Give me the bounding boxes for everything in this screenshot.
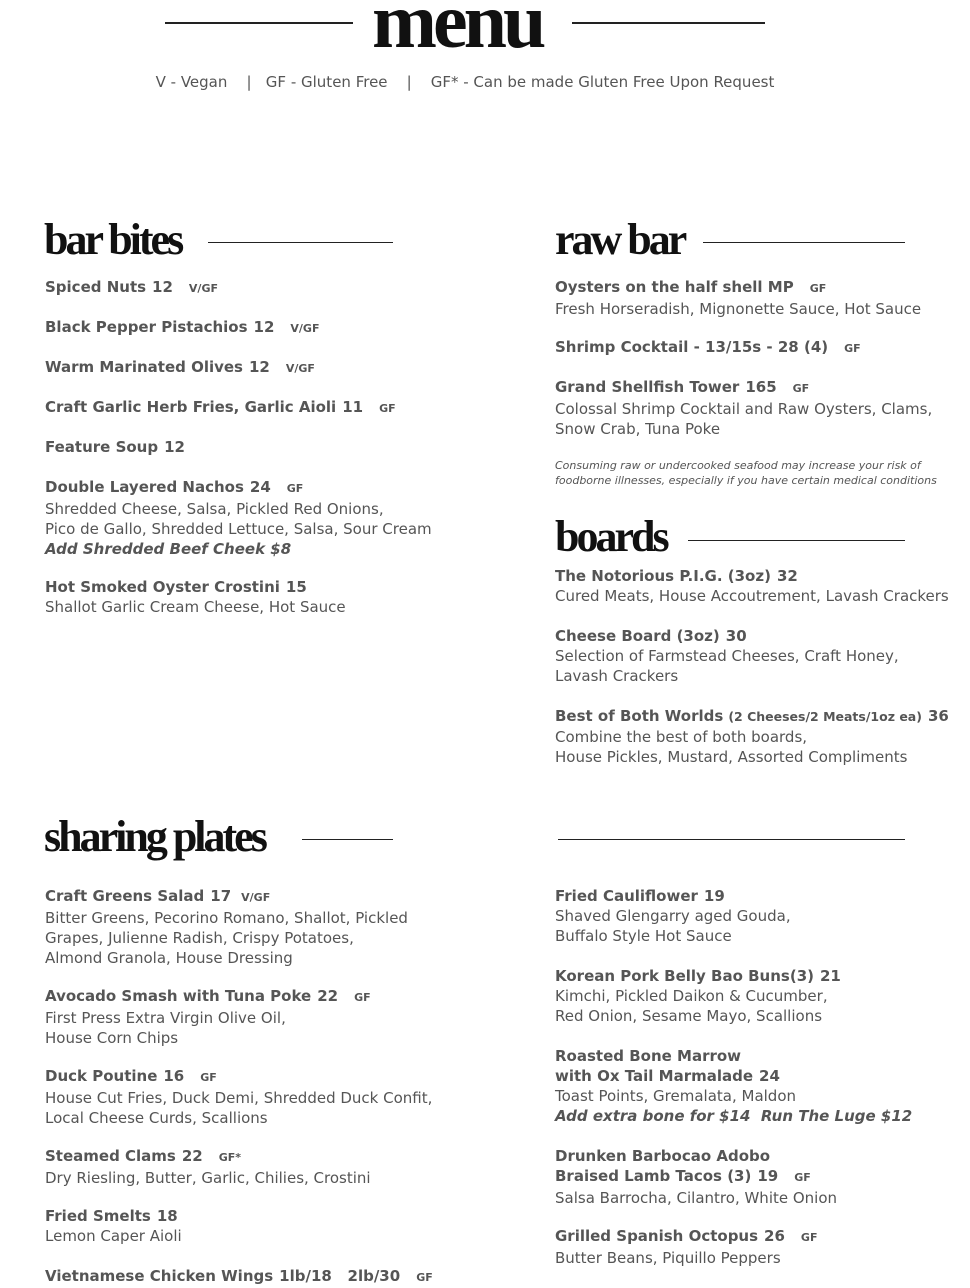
section-title-raw-bar: raw bar: [555, 215, 685, 264]
item-name: Craft Greens Salad: [45, 887, 205, 905]
menu-item: [555, 706, 949, 767]
menu-item: [45, 1266, 433, 1288]
menu-item: [555, 377, 932, 439]
item-description: Salsa Barrocha, Cilantro, White Onion: [555, 1189, 838, 1207]
item-price: 165: [745, 378, 777, 396]
menu-item: [45, 437, 185, 457]
item-description: House Cut Fries, Duck Demi, Shredded Duck Confit,: [45, 1089, 433, 1107]
item-price: 12: [249, 358, 270, 376]
item-price: 15: [285, 578, 307, 596]
menu-item: [555, 1146, 837, 1208]
section-rule: [688, 540, 905, 541]
diet-tag: V/GF: [285, 362, 315, 375]
item-description: Combine the best of both boards,: [555, 728, 808, 746]
menu-item: [45, 397, 396, 419]
section-rule: [703, 242, 905, 243]
item-name: Duck Poutine: [45, 1067, 158, 1085]
item-description: Snow Crab, Tuna Poke: [555, 420, 721, 438]
item-description: Colossal Shrimp Cocktail and Raw Oysters, Clams,: [555, 400, 933, 418]
menu-item: [45, 317, 319, 339]
item-name: Braised Lamb Tacos (3): [555, 1167, 752, 1185]
item-price: 32: [776, 567, 798, 585]
menu-item: [45, 477, 432, 559]
menu-item: [555, 566, 949, 606]
item-description: Lavash Crackers: [555, 667, 679, 685]
diet-tag: V/GF: [241, 891, 271, 904]
title-rule-left: [165, 22, 353, 24]
menu-item: [555, 277, 921, 319]
item-description: Lemon Caper Aioli: [45, 1227, 182, 1245]
section-rule: [302, 839, 393, 840]
item-price: 12: [152, 278, 173, 296]
item-name: Cheese Board (3oz): [555, 627, 720, 645]
diet-tag: GF: [416, 1271, 433, 1284]
item-description: Buffalo Style Hot Sauce: [555, 927, 732, 945]
item-description: Fresh Horseradish, Mignonette Sauce, Hot Sauce: [555, 300, 922, 318]
diet-tag: V/GF: [290, 322, 320, 335]
item-price: 18: [156, 1207, 178, 1225]
item-name: Avocado Smash with Tuna Poke: [45, 987, 312, 1005]
section-rule: [208, 242, 393, 243]
item-name: Steamed Clams: [45, 1147, 176, 1165]
item-description: Bitter Greens, Pecorino Romano, Shallot, Pickled: [45, 909, 408, 927]
item-price: 16: [163, 1067, 185, 1085]
item-name: Best of Both Worlds: [555, 707, 724, 725]
diet-tag: GF: [286, 482, 304, 495]
diet-tag: GF: [844, 342, 861, 355]
diet-tag: GF: [794, 1171, 811, 1184]
item-name: Warm Marinated Olives: [45, 358, 243, 376]
item-description: Shredded Cheese, Salsa, Pickled Red Onions,: [45, 500, 384, 518]
item-description: Red Onion, Sesame Mayo, Scallions: [555, 1007, 823, 1025]
item-name: Fried Cauliflower: [555, 887, 698, 905]
menu-item: [45, 577, 346, 617]
item-description: Shallot Garlic Cream Cheese, Hot Sauce: [45, 598, 346, 616]
item-name: Oysters on the half shell MP: [555, 278, 794, 296]
item-addon-note: Add Shredded Beef Cheek $8: [45, 540, 292, 558]
item-name: Shrimp Cocktail - 13/15s - 28 (4): [555, 338, 829, 356]
item-price: 11: [342, 398, 364, 416]
menu-item: [555, 966, 841, 1026]
item-description: Pico de Gallo, Shredded Lettuce, Salsa, Sour Cream: [45, 520, 432, 538]
item-portion-note: (2 Cheeses/2 Meats/1oz ea): [728, 709, 922, 724]
diet-tag: V/GF: [188, 282, 218, 295]
item-price: 24: [759, 1067, 780, 1085]
menu-item: [555, 1226, 817, 1268]
item-price: 1lb/18 2lb/30: [279, 1267, 401, 1285]
item-name: Double Layered Nachos: [45, 478, 244, 496]
menu-item: [555, 886, 791, 946]
diet-tag: GF: [800, 1231, 818, 1244]
item-description: House Corn Chips: [45, 1029, 179, 1047]
menu-item: [45, 1066, 432, 1128]
item-description: First Press Extra Virgin Olive Oil,: [45, 1009, 286, 1027]
item-price: 12: [253, 318, 275, 336]
item-name: with Ox Tail Marmalade: [555, 1067, 754, 1085]
item-name: Roasted Bone Marrow: [555, 1047, 742, 1065]
item-description: Kimchi, Pickled Daikon & Cucumber,: [555, 987, 828, 1005]
item-price: 19: [703, 887, 725, 905]
item-description: Dry Riesling, Butter, Garlic, Chilies, Crostini: [45, 1169, 371, 1187]
item-name: Korean Pork Belly Bao Buns(3): [555, 967, 814, 985]
menu-item: [45, 886, 408, 968]
item-name: Black Pepper Pistachios: [45, 318, 248, 336]
item-name: Grilled Spanish Octopus: [555, 1227, 759, 1245]
menu-item: [555, 626, 899, 686]
menu-item: [45, 1146, 371, 1188]
item-price: 12: [164, 438, 185, 456]
item-price: 30: [725, 627, 747, 645]
item-description: Local Cheese Curds, Scallions: [45, 1109, 268, 1127]
section-title-sharing-plates: sharing plates: [44, 812, 265, 861]
diet-tag: GF: [792, 382, 810, 395]
menu-item: [555, 337, 861, 359]
item-addon-note: Add extra bone for $14 Run The Luge $12: [555, 1107, 913, 1125]
item-description: Shaved Glengarry aged Gouda,: [555, 907, 791, 925]
diet-tag: GF: [809, 282, 827, 295]
item-description: Almond Granola, House Dressing: [45, 949, 293, 967]
raw-food-disclaimer: Consuming raw or undercooked seafood may increase your risk of foodborne illnesses, especially if you have certain medical conditions: [555, 459, 937, 487]
diet-tag: GF: [354, 991, 371, 1004]
item-description: Cured Meats, House Accoutrement, Lavash Crackers: [555, 587, 949, 605]
item-name: Craft Garlic Herb Fries, Garlic Aioli: [45, 398, 337, 416]
item-price: 22: [181, 1147, 203, 1165]
item-description: Butter Beans, Piquillo Peppers: [555, 1249, 781, 1267]
dietary-legend: V - Vegan | GF - Gluten Free | GF* - Can be made Gluten Free Upon Request: [155, 73, 775, 91]
item-price: 26: [764, 1227, 785, 1245]
item-price: 36: [927, 707, 949, 725]
item-name: Feature Soup: [45, 438, 159, 456]
item-name: Grand Shellfish Tower: [555, 378, 740, 396]
title-rule-right: [572, 22, 765, 24]
item-name: Drunken Barbocao Adobo: [555, 1147, 771, 1165]
item-price: 24: [249, 478, 271, 496]
menu-item: [45, 277, 218, 299]
item-price: 19: [757, 1167, 779, 1185]
item-name: The Notorious P.I.G. (3oz): [555, 567, 771, 585]
item-description: House Pickles, Mustard, Assorted Compliments: [555, 748, 908, 766]
section-title-bar-bites: bar bites: [44, 215, 182, 264]
menu-item: [555, 1046, 912, 1126]
item-price: 21: [820, 967, 841, 985]
item-name: Fried Smelts: [45, 1207, 151, 1225]
page-title: menu: [372, 0, 543, 64]
item-name: Hot Smoked Oyster Crostini: [45, 578, 280, 596]
diet-tag: GF: [379, 402, 396, 415]
item-price: 17: [210, 887, 232, 905]
menu-item: [45, 986, 371, 1048]
item-name: Spiced Nuts: [45, 278, 147, 296]
item-description: Selection of Farmstead Cheeses, Craft Honey,: [555, 647, 899, 665]
item-description: Toast Points, Gremalata, Maldon: [555, 1087, 797, 1105]
item-price: 22: [317, 987, 339, 1005]
section-title-boards: boards: [555, 512, 667, 561]
item-name: Vietnamese Chicken Wings: [45, 1267, 274, 1285]
menu-item: [45, 1206, 182, 1246]
section-rule: [558, 839, 905, 840]
diet-tag: GF: [200, 1071, 217, 1084]
item-description: Grapes, Julienne Radish, Crispy Potatoes,: [45, 929, 354, 947]
diet-tag: GF*: [218, 1151, 242, 1164]
menu-item: [45, 357, 315, 379]
